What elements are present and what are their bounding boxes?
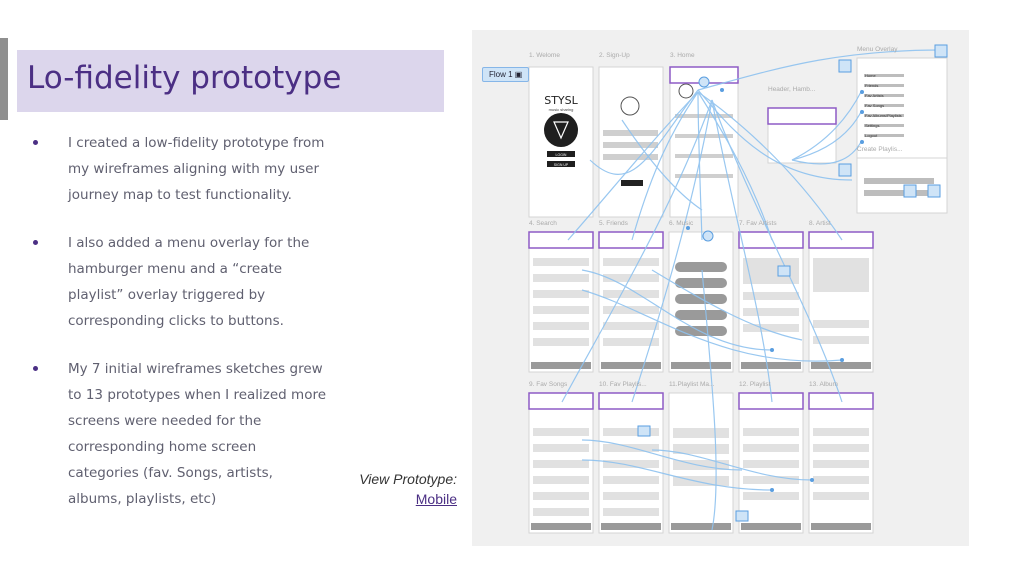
back-icon [736,511,748,521]
menu-item[interactable]: Settings [865,123,880,128]
frame-label: 11.Playlist Ma... [669,381,715,388]
frame-label: 12. Playlist [739,381,771,388]
flow-label[interactable]: Flow 1 ▣ [482,67,529,82]
title-banner [17,50,444,112]
bullet-dot-icon [33,140,38,145]
menu-item[interactable]: Home [865,73,876,78]
bullet-item [30,130,330,208]
flow-play-icon: ▣ [514,70,523,79]
menu-item[interactable]: Friends [865,83,879,88]
welcome-logo-icon [544,113,578,147]
hotspot-icon [699,77,709,87]
menu-item[interactable]: Fav Artists [865,93,884,98]
overlay-trigger-icon [839,60,851,72]
bullet-item [30,230,330,334]
welcome-brand: STYSL [544,94,578,107]
back-icon [638,426,650,436]
bullet-dot-icon [33,366,38,371]
bullet-item [30,356,330,512]
accent-bar [0,38,8,120]
overlay-label: Menu Overlay [857,46,898,53]
frame-label: 7. Fav Artists [739,220,777,227]
frame-label: 10. Fav Playlis... [599,381,647,388]
bullet-text: I also added a menu overlay for the hamburger menu and a “create playlist” overlay triggered by corresponding clicks to buttons. [68,235,310,329]
frame-friends [599,232,663,372]
frame-label: 2. Sign-Up [599,52,630,59]
welcome-signup: SIGN UP [553,163,569,167]
frame-label: 1. Welome [529,52,560,59]
bullet-text: My 7 initial wireframes sketches grew to 13 prototypes when I realized more screens were needed for the corresponding home screen categories (fav. Songs, artists, albums, playlists, etc) [68,361,327,507]
frame-label: 8. Artist [809,220,831,227]
frame-label: 9. Fav Songs [529,381,568,388]
prototype-canvas [472,30,969,546]
slide-title: Lo-fidelity prototype [27,60,342,96]
menu-item[interactable]: Fav Songs [865,103,885,108]
menu-overlay-items [865,71,902,141]
overlay-trigger-icon [839,164,851,176]
frame-label: 6. Music [669,220,694,227]
bullet-dot-icon [33,240,38,245]
menu-item[interactable]: Logout [865,133,878,138]
overlay-label: Header, Hamb... [768,86,816,93]
hotspot-icon [703,231,713,241]
back-icon [778,266,790,276]
menu-item[interactable]: Fav Albums/Playlists [865,113,902,118]
bullet-list [30,130,330,534]
view-prototype-label: View Prototype: [359,471,457,487]
frame-label: 5. Friends [599,220,628,227]
close-icon [928,185,940,197]
welcome-tagline: music sharing [548,107,574,112]
overlay-label: Create Playlis... [857,146,903,153]
frame-search [529,232,593,372]
frame-artist [809,232,873,372]
welcome-login: LOGIN [555,153,567,157]
bullet-text: I created a low-fidelity prototype from my wireframes aligning with my user journey map to test functionality. [68,135,325,203]
frame-label: 13. Album [809,381,838,388]
close-icon [935,45,947,57]
close-icon [904,185,916,197]
frame-label: 4. Search [529,220,557,227]
frame-label: 3. Home [670,52,695,59]
mobile-prototype-link[interactable]: Mobile [415,491,457,507]
